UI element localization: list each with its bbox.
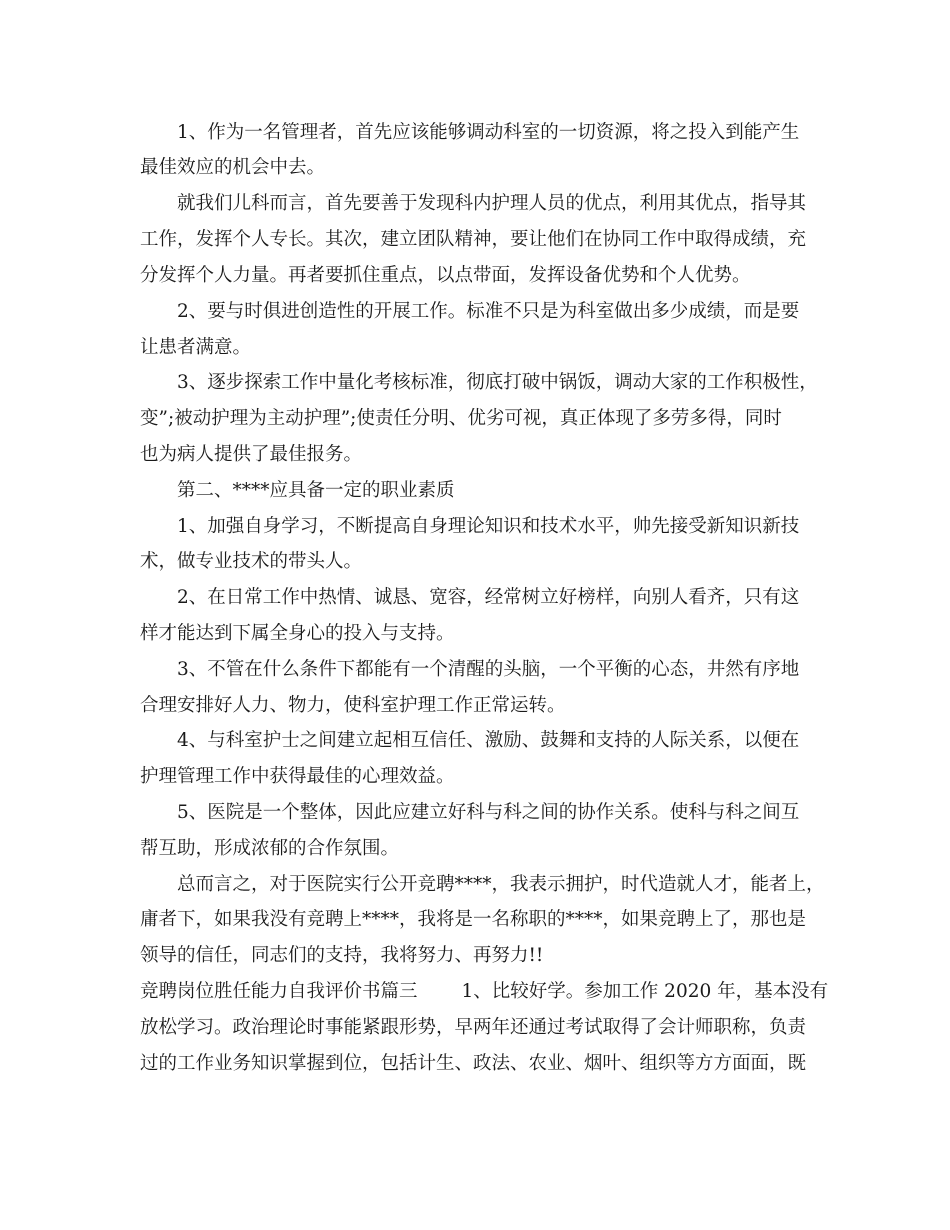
paragraph-line: 过的工作业务知识掌握到位，包括计生、政法、农业、烟叶、组织等方方面面，既 xyxy=(140,1053,807,1074)
paragraph-line: 总而言之，对于医院实行公开竞聘****，我表示拥护，时代造就人才，能者上， xyxy=(177,874,825,895)
paragraph-line: 1、加强自身学习，不断提高自身理论知识和技术水平，帅先接受新知识新技 xyxy=(177,516,800,537)
section-first-line: 1、比较好学。参加工作 2020 年，基本没有 xyxy=(461,981,829,1002)
paragraph-line: 分发挥个人力量。再者要抓住重点，以点带面，发挥设备优势和个人优势。 xyxy=(140,265,751,286)
paragraph-line: 2、要与时俱进创造性的开展工作。标准不只是为科室做出多少成绩，而是要 xyxy=(177,301,800,322)
paragraph-line: 就我们儿科而言，首先要善于发现科内护理人员的优点，利用其优点，指导其 xyxy=(177,193,807,214)
paragraph-line: 最佳效应的机会中去。 xyxy=(140,157,326,178)
paragraph-line: 护理管理工作中获得最佳的心理效益。 xyxy=(140,766,455,787)
paragraph-line: 3、不管在什么条件下都能有一个清醒的头脑，一个平衡的心态，井然有序地 xyxy=(177,659,800,680)
paragraph-line: 合理安排好人力、物力，使科室护理工作正常运转。 xyxy=(140,695,566,716)
paragraph-line: 也为病人提供了最佳报务。 xyxy=(140,444,363,465)
paragraph-line: 帮互助，形成浓郁的合作氛围。 xyxy=(140,838,400,859)
paragraph-line: 领导的信任，同志们的支持，我将努力、再努力!! xyxy=(140,945,544,966)
paragraph-line: 2、在日常工作中热情、诚恳、宽容，经常树立好榜样，向别人看齐，只有这 xyxy=(177,587,800,608)
paragraph-line: 术，做专业技术的带头人。 xyxy=(140,551,363,572)
paragraph-line: 变”;被动护理为主动护理”;使责任分明、优劣可视，真正体现了多劳多得，同时 xyxy=(140,408,782,429)
paragraph-line: 1、作为一名管理者，首先应该能够调动科室的一切资源，将之投入到能产生 xyxy=(177,122,800,143)
paragraph-line: 5、医院是一个整体，因此应建立好科与科之间的协作关系。使科与科之间互 xyxy=(177,802,800,823)
paragraph-line: 放松学习。政治理论时事能紧跟形势，早两年还通过考试取得了会计师职称，负责 xyxy=(140,1017,807,1038)
paragraph-line: 4、与科室护士之间建立起相互信任、激励、鼓舞和支持的人际关系，以便在 xyxy=(177,730,800,751)
paragraph-line: 工作，发挥个人专长。其次，建立团队精神，要让他们在协同工作中取得成绩，充 xyxy=(140,229,807,250)
paragraph-line: 3、逐步探索工作中量化考核标准，彻底打破中锅饭，调动大家的工作积极性， xyxy=(177,372,818,393)
paragraph-line: 样才能达到下属全身心的投入与支持。 xyxy=(140,623,455,644)
section-title: 竞聘岗位胜任能力自我评价书篇三 xyxy=(140,981,418,1002)
paragraph-line: 让患者满意。 xyxy=(140,337,252,358)
section-heading: 第二、****应具备一定的职业素质 xyxy=(177,480,455,501)
section-title-line xyxy=(140,980,830,1004)
paragraph-line: 庸者下，如果我没有竞聘上****，我将是一名称职的****，如果竞聘上了，那也是 xyxy=(140,909,807,930)
